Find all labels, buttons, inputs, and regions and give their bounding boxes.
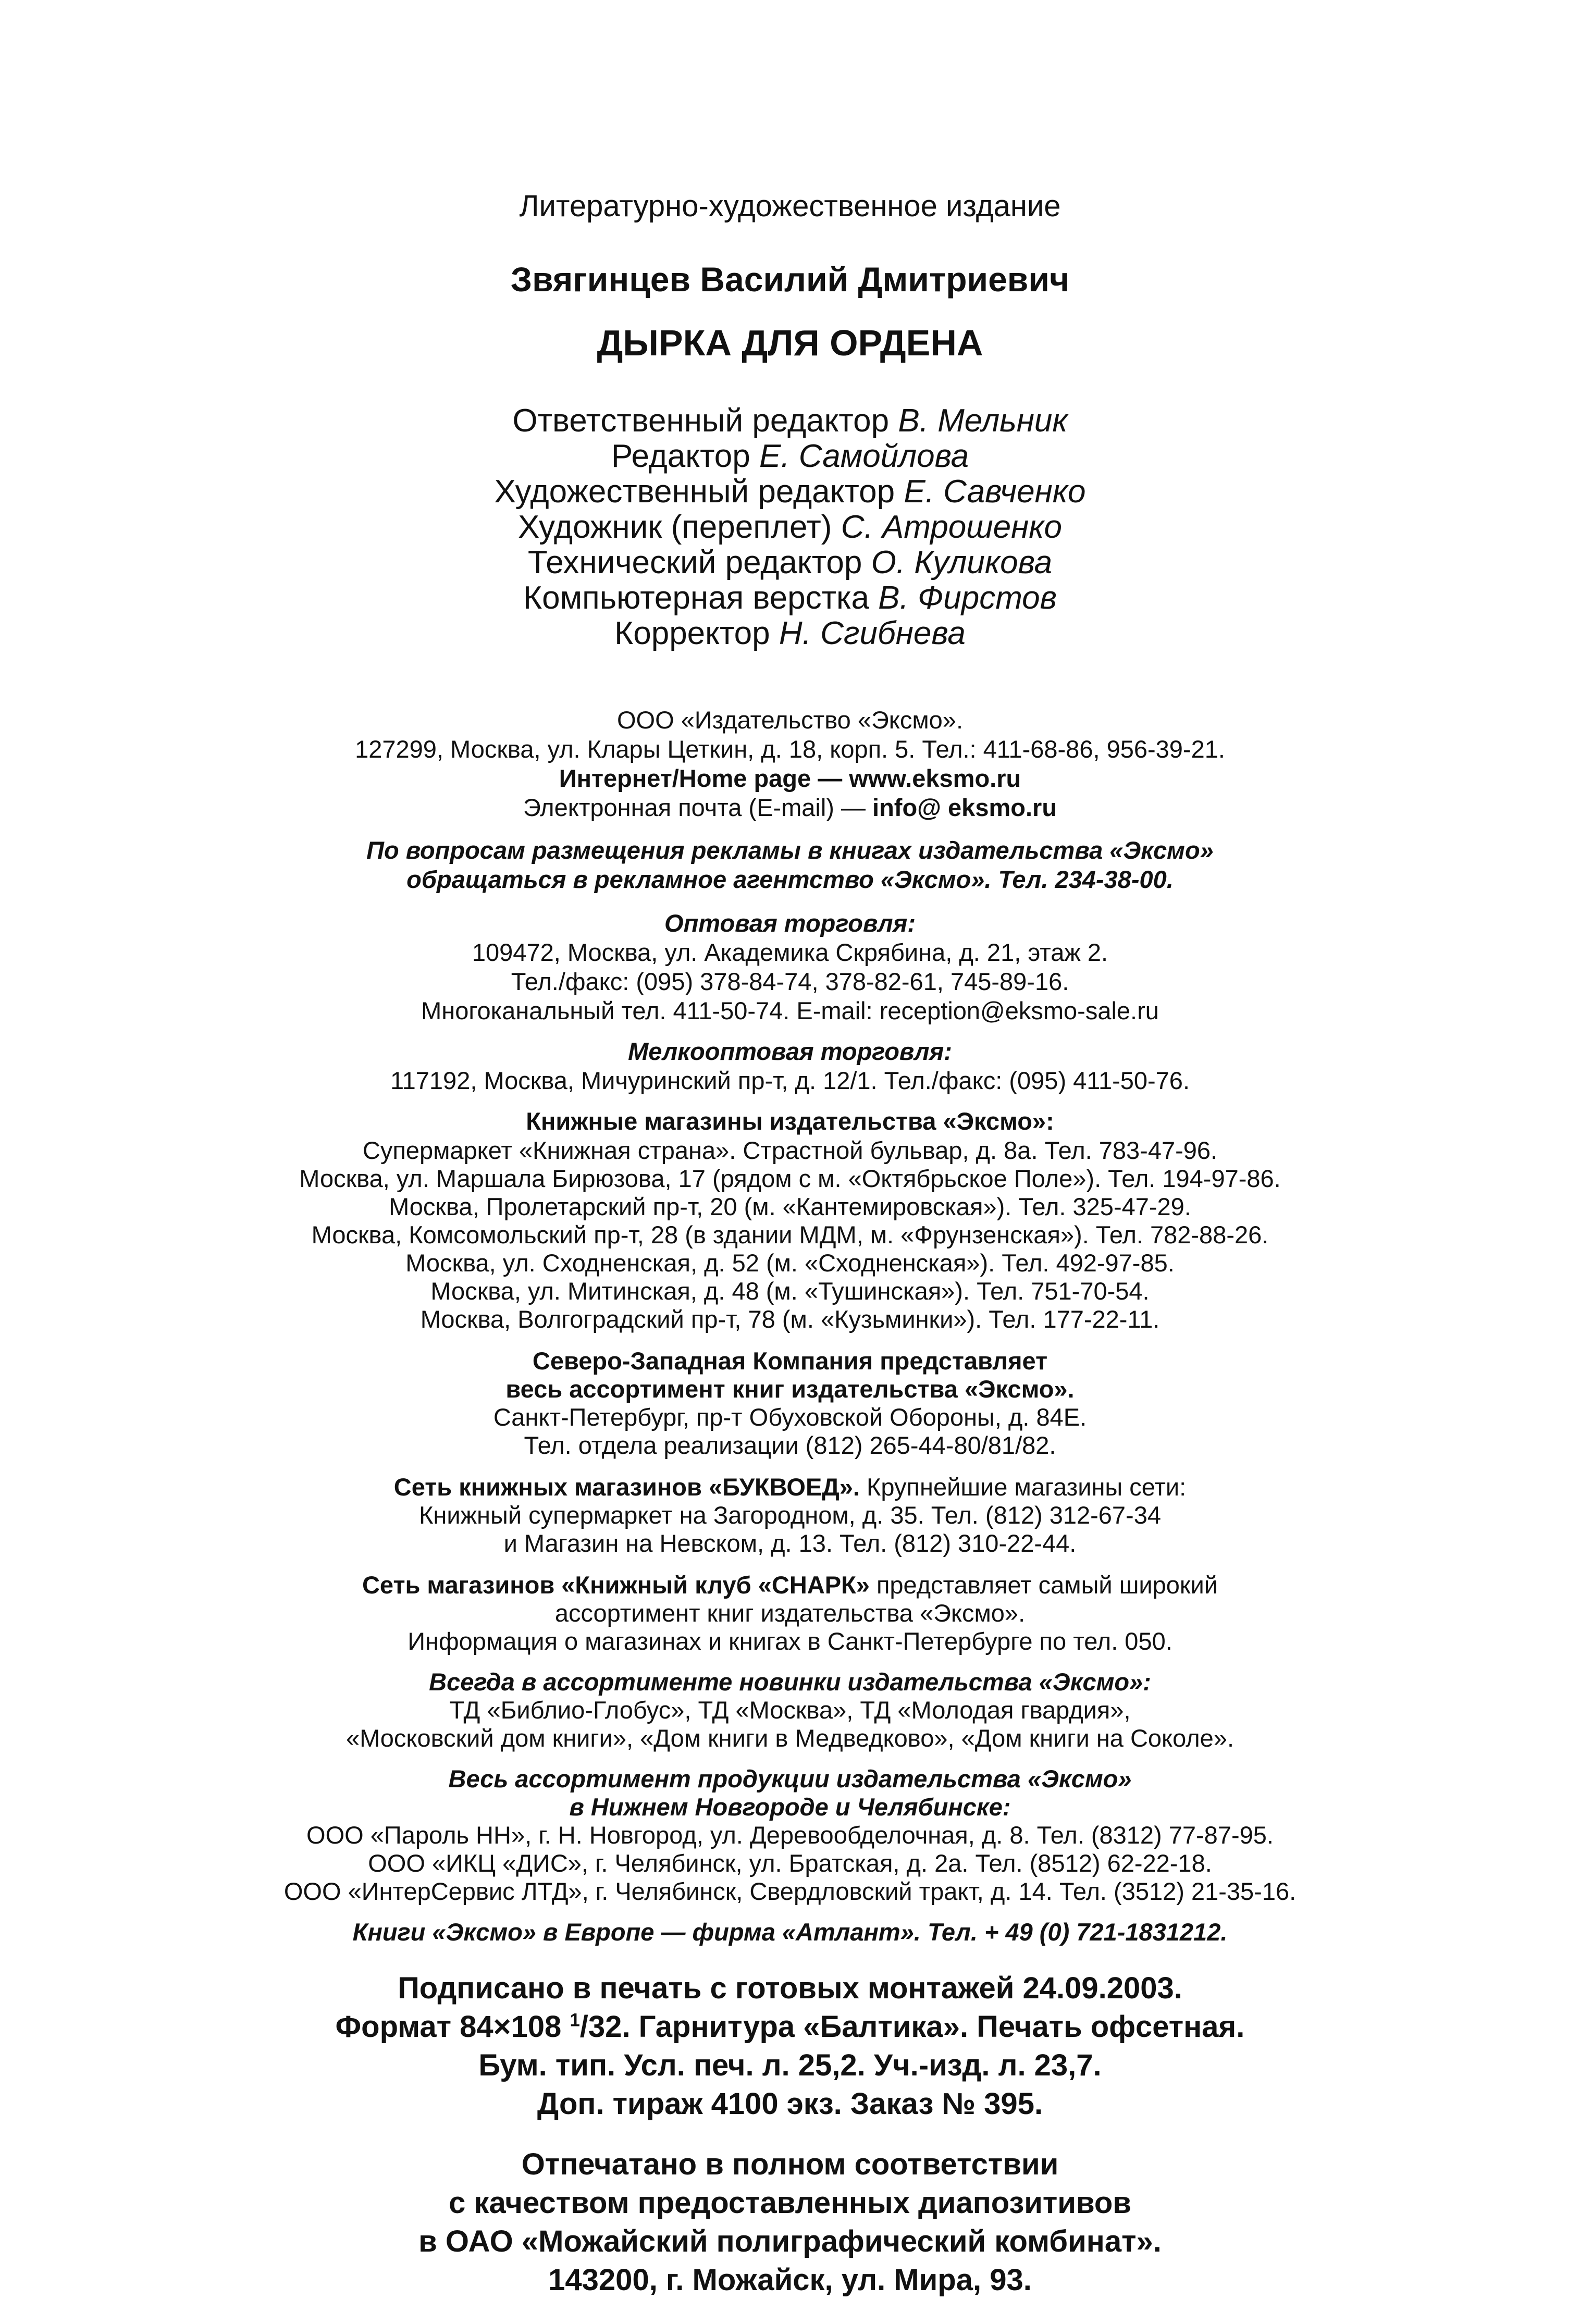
author-name: Звягинцев Василий Дмитриевич bbox=[510, 260, 1070, 299]
publisher-address: 127299, Москва, ул. Клары Цеткин, д. 18, корп. 5. Тел.: 411-68-86, 956-39-21. bbox=[355, 735, 1225, 763]
snark-detail: Информация о магазинах и книгах в Санкт-Петербурге по тел. 050. bbox=[408, 1627, 1172, 1655]
northwest-line: Тел. отдела реализации (812) 265-44-80/81/82. bbox=[524, 1431, 1056, 1459]
ads-line: обращаться в рекламное агентство «Эксмо». Тел. 234-38-00. bbox=[406, 866, 1174, 893]
printed-line: с качеством предоставленных диапозитивов bbox=[449, 2186, 1131, 2220]
imprint-signed: Подписано в печать с готовых монтажей 24.09.2003. bbox=[398, 1971, 1182, 2005]
credit-line: Технический редактор О. Куликова bbox=[527, 545, 1053, 580]
edition-type: Литературно-художественное издание bbox=[519, 189, 1061, 223]
credit-line: Ответственный редактор В. Мельник bbox=[512, 403, 1068, 439]
novelties-heading: Всегда в ассортименте новинки издательства «Эксмо»: bbox=[429, 1668, 1151, 1696]
printed-line: 143200, г. Можайск, ул. Мира, 93. bbox=[548, 2263, 1032, 2297]
snark-detail: ассортимент книг издательства «Эксмо». bbox=[554, 1599, 1026, 1627]
publisher-name: ООО «Издательство «Эксмо». bbox=[616, 706, 963, 734]
europe-line: Книги «Эксмо» в Европе — фирма «Атлант». Тел. + 49 (0) 721-1831212. bbox=[352, 1918, 1228, 1946]
stores-heading: Книжные магазины издательства «Эксмо»: bbox=[526, 1107, 1054, 1135]
regions-line: ООО «ИнтерСервис ЛТД», г. Челябинск, Свердловский тракт, д. 14. Тел. (3512) 21-35-16. bbox=[283, 1877, 1297, 1905]
printed-line: Отпечатано в полном соответствии bbox=[521, 2147, 1059, 2181]
credit-line: Компьютерная верстка В. Фирстов bbox=[523, 580, 1057, 616]
imprint-format: Формат 84×108 $^1$/32. Гарнитура «Балтика». Печать офсетная. bbox=[335, 2010, 1245, 2044]
regions-heading: в Нижнем Новгороде и Челябинске: bbox=[569, 1793, 1011, 1821]
wholesale-line: 109472, Москва, ул. Академика Скрябина, д. 21, этаж 2. bbox=[472, 938, 1108, 966]
store-line: Супермаркет «Книжная страна». Страстной бульвар, д. 8а. Тел. 783-47-96. bbox=[362, 1136, 1218, 1164]
wholesale-line: Многоканальный тел. 411-50-74. E-mail: reception@eksmo-sale.ru bbox=[421, 997, 1159, 1024]
snark-line: Сеть магазинов «Книжный клуб «СНАРК» представляет самый широкий bbox=[362, 1571, 1218, 1599]
imprint-paper: Бум. тип. Усл. печ. л. 25,2. Уч.-изд. л. 23,7. bbox=[478, 2048, 1102, 2082]
credit-line: Художественный редактор Е. Савченко bbox=[494, 474, 1086, 510]
northwest-line: Санкт-Петербург, пр-т Обуховской Обороны, д. 84Е. bbox=[493, 1403, 1087, 1431]
printed-line: в ОАО «Можайский полиграфический комбинат». bbox=[418, 2224, 1162, 2258]
credit-line: Корректор Н. Сгибнева bbox=[614, 615, 966, 651]
store-line: Москва, Комсомольский пр-т, 28 (в здании МДМ, м. «Фрунзенская»). Тел. 782-88-26. bbox=[311, 1221, 1269, 1248]
ads-line: По вопросам размещения рекламы в книгах издательства «Эксмо» bbox=[366, 836, 1214, 864]
book-title: ДЫРКА ДЛЯ ОРДЕНА bbox=[597, 323, 983, 363]
imprint-run: Доп. тираж 4100 экз. Заказ № 395. bbox=[537, 2087, 1043, 2121]
small-wholesale-line: 117192, Москва, Мичуринский пр-т, д. 12/1. Тел./факс: (095) 411-50-76. bbox=[390, 1067, 1190, 1094]
northwest-heading: Северо-Западная Компания представляет bbox=[532, 1347, 1048, 1375]
northwest-heading: весь ассортимент книг издательства «Эксмо». bbox=[505, 1375, 1075, 1403]
regions-line: ООО «Пароль НН», г. Н. Новгород, ул. Деревообделочная, д. 8. Тел. (8312) 77-87-95. bbox=[306, 1821, 1274, 1849]
credit-line: Художник (переплет) С. Атрошенко bbox=[517, 509, 1062, 545]
publisher-email: Электронная почта (E-mail) — info@ eksmo.ru bbox=[523, 794, 1057, 821]
store-line: Москва, ул. Митинская, д. 48 (м. «Тушинская»). Тел. 751-70-54. bbox=[430, 1277, 1150, 1305]
store-line: Москва, Волгоградский пр-т, 78 (м. «Кузьминки»). Тел. 177-22-11. bbox=[420, 1305, 1160, 1333]
regions-heading: Весь ассортимент продукции издательства «Эксмо» bbox=[448, 1765, 1132, 1793]
store-line: Москва, ул. Сходненская, д. 52 (м. «Сходненская»). Тел. 492-97-85. bbox=[405, 1249, 1175, 1277]
credit-line: Редактор Е. Самойлова bbox=[611, 438, 969, 474]
regions-line: ООО «ИКЦ «ДИС», г. Челябинск, ул. Братская, д. 2а. Тел. (8512) 62-22-18. bbox=[368, 1849, 1212, 1877]
publisher-web: Интернет/Home page — www.eksmo.ru bbox=[559, 764, 1021, 792]
store-line: Москва, Пролетарский пр-т, 20 (м. «Кантемировская»). Тел. 325-47-29. bbox=[389, 1193, 1191, 1220]
bukvoed-detail: Книжный супермаркет на Загородном, д. 35. Тел. (812) 312-67-34 bbox=[419, 1501, 1161, 1529]
wholesale-line: Тел./факс: (095) 378-84-74, 378-82-61, 745-89-16. bbox=[511, 968, 1069, 995]
bukvoed-detail: и Магазин на Невском, д. 13. Тел. (812) 310-22-44. bbox=[503, 1529, 1077, 1557]
bukvoed-line: Сеть книжных магазинов «БУКВОЕД». Крупнейшие магазины сети: bbox=[393, 1473, 1187, 1501]
novelties-line: ТД «Библио-Глобус», ТД «Москва», ТД «Молодая гвардия», bbox=[449, 1696, 1131, 1724]
small-wholesale-heading: Мелкооптовая торговля: bbox=[628, 1037, 952, 1065]
wholesale-heading: Оптовая торговля: bbox=[664, 909, 916, 937]
novelties-line: «Московский дом книги», «Дом книги в Медведково», «Дом книги на Соколе». bbox=[345, 1724, 1235, 1752]
store-line: Москва, ул. Маршала Бирюзова, 17 (рядом с м. «Октябрьское Поле»). Тел. 194-97-86. bbox=[299, 1165, 1281, 1192]
